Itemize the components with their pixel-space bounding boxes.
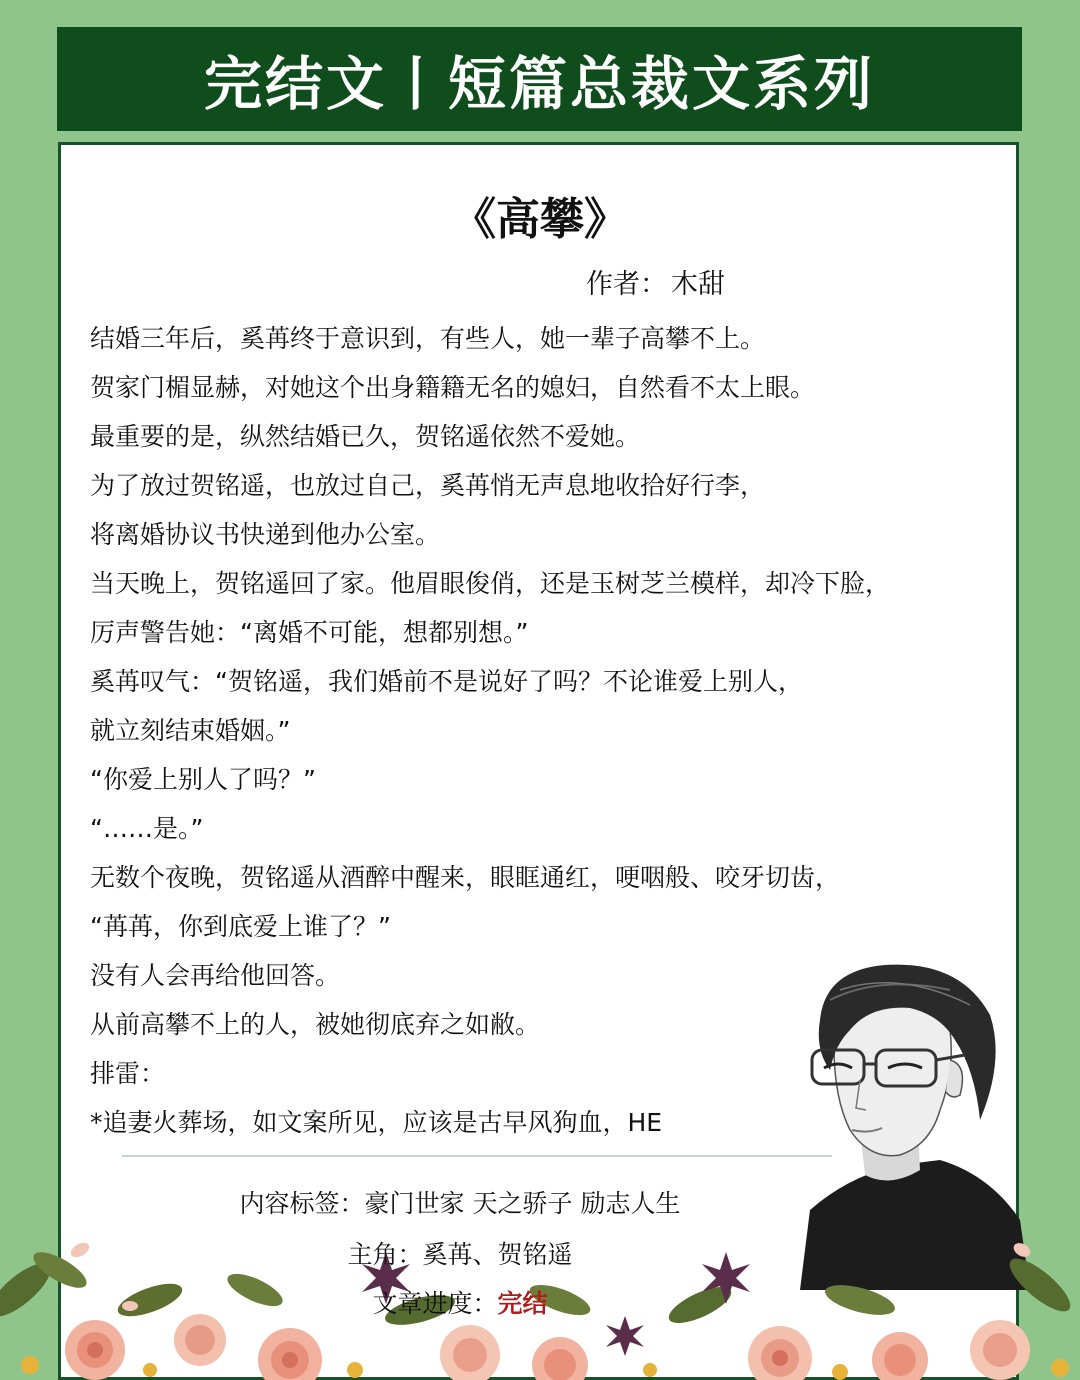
summary-line: “……是。”: [90, 814, 204, 843]
header-banner: [57, 27, 1022, 131]
summary-line: 无数个夜晚，贺铭遥从酒醉中醒来，眼眶通红，哽咽般、咬牙切齿，: [90, 863, 841, 892]
protagonists-value: 奚苒、贺铭遥: [422, 1240, 573, 1269]
tags-label: 内容标签：: [239, 1189, 365, 1218]
summary-line: “苒苒，你到底爱上谁了？”: [90, 912, 391, 941]
tags-value: 豪门世家 天之骄子 励志人生: [364, 1189, 681, 1218]
summary-line: 为了放过贺铭遥，也放过自己，奚苒悄无声息地收拾好行李，: [90, 471, 766, 500]
summary-line: 最重要的是，纵然结婚已久，贺铭遥依然不爱她。: [90, 422, 641, 451]
summary-line: 奚苒叹气：“贺铭遥，我们婚前不是说好了吗？不论谁爱上别人，: [90, 667, 803, 696]
summary-line: 就立刻结束婚姻。”: [90, 716, 291, 745]
summary-line: 当天晚上，贺铭遥回了家。他眉眼俊俏，还是玉树芝兰模样，却冷下脸，: [90, 569, 891, 598]
summary-line: 结婚三年后，奚苒终于意识到，有些人，她一辈子高攀不上。: [90, 324, 766, 353]
content-tags: [0, 1184, 1000, 1220]
summary-line: 将离婚协议书快递到他办公室。: [90, 520, 441, 549]
summary-line: “你爱上别人了吗？”: [90, 765, 316, 794]
progress-label: 文章进度：: [372, 1289, 498, 1318]
article-progress: [0, 1284, 1000, 1320]
author-name: 木甜: [671, 269, 725, 300]
summary-line: 排雷：: [90, 1059, 166, 1088]
divider-line: [122, 1155, 832, 1157]
author-label: 作者：: [586, 269, 667, 300]
book-title: 《高攀》: [452, 194, 628, 245]
protagonists: [0, 1235, 1000, 1271]
summary-line: 从前高攀不上的人，被她彻底弃之如敝。: [90, 1010, 541, 1039]
summary-line: 贺家门楣显赫，对她这个出身籍籍无名的媳妇，自然看不太上眼。: [90, 373, 816, 402]
summary-line: *追妻火葬场，如文案所见，应该是古早风狗血，HE: [90, 1108, 663, 1137]
protagonists-label: 主角：: [347, 1240, 423, 1269]
summary-line: 厉声警告她：“离婚不可能，想都别想。”: [90, 618, 529, 647]
summary-line: 没有人会再给他回答。: [90, 961, 341, 990]
progress-status: 完结: [497, 1289, 548, 1318]
series-title: 完结文丨短篇总裁文系列: [203, 50, 875, 118]
author-line: [586, 262, 725, 301]
